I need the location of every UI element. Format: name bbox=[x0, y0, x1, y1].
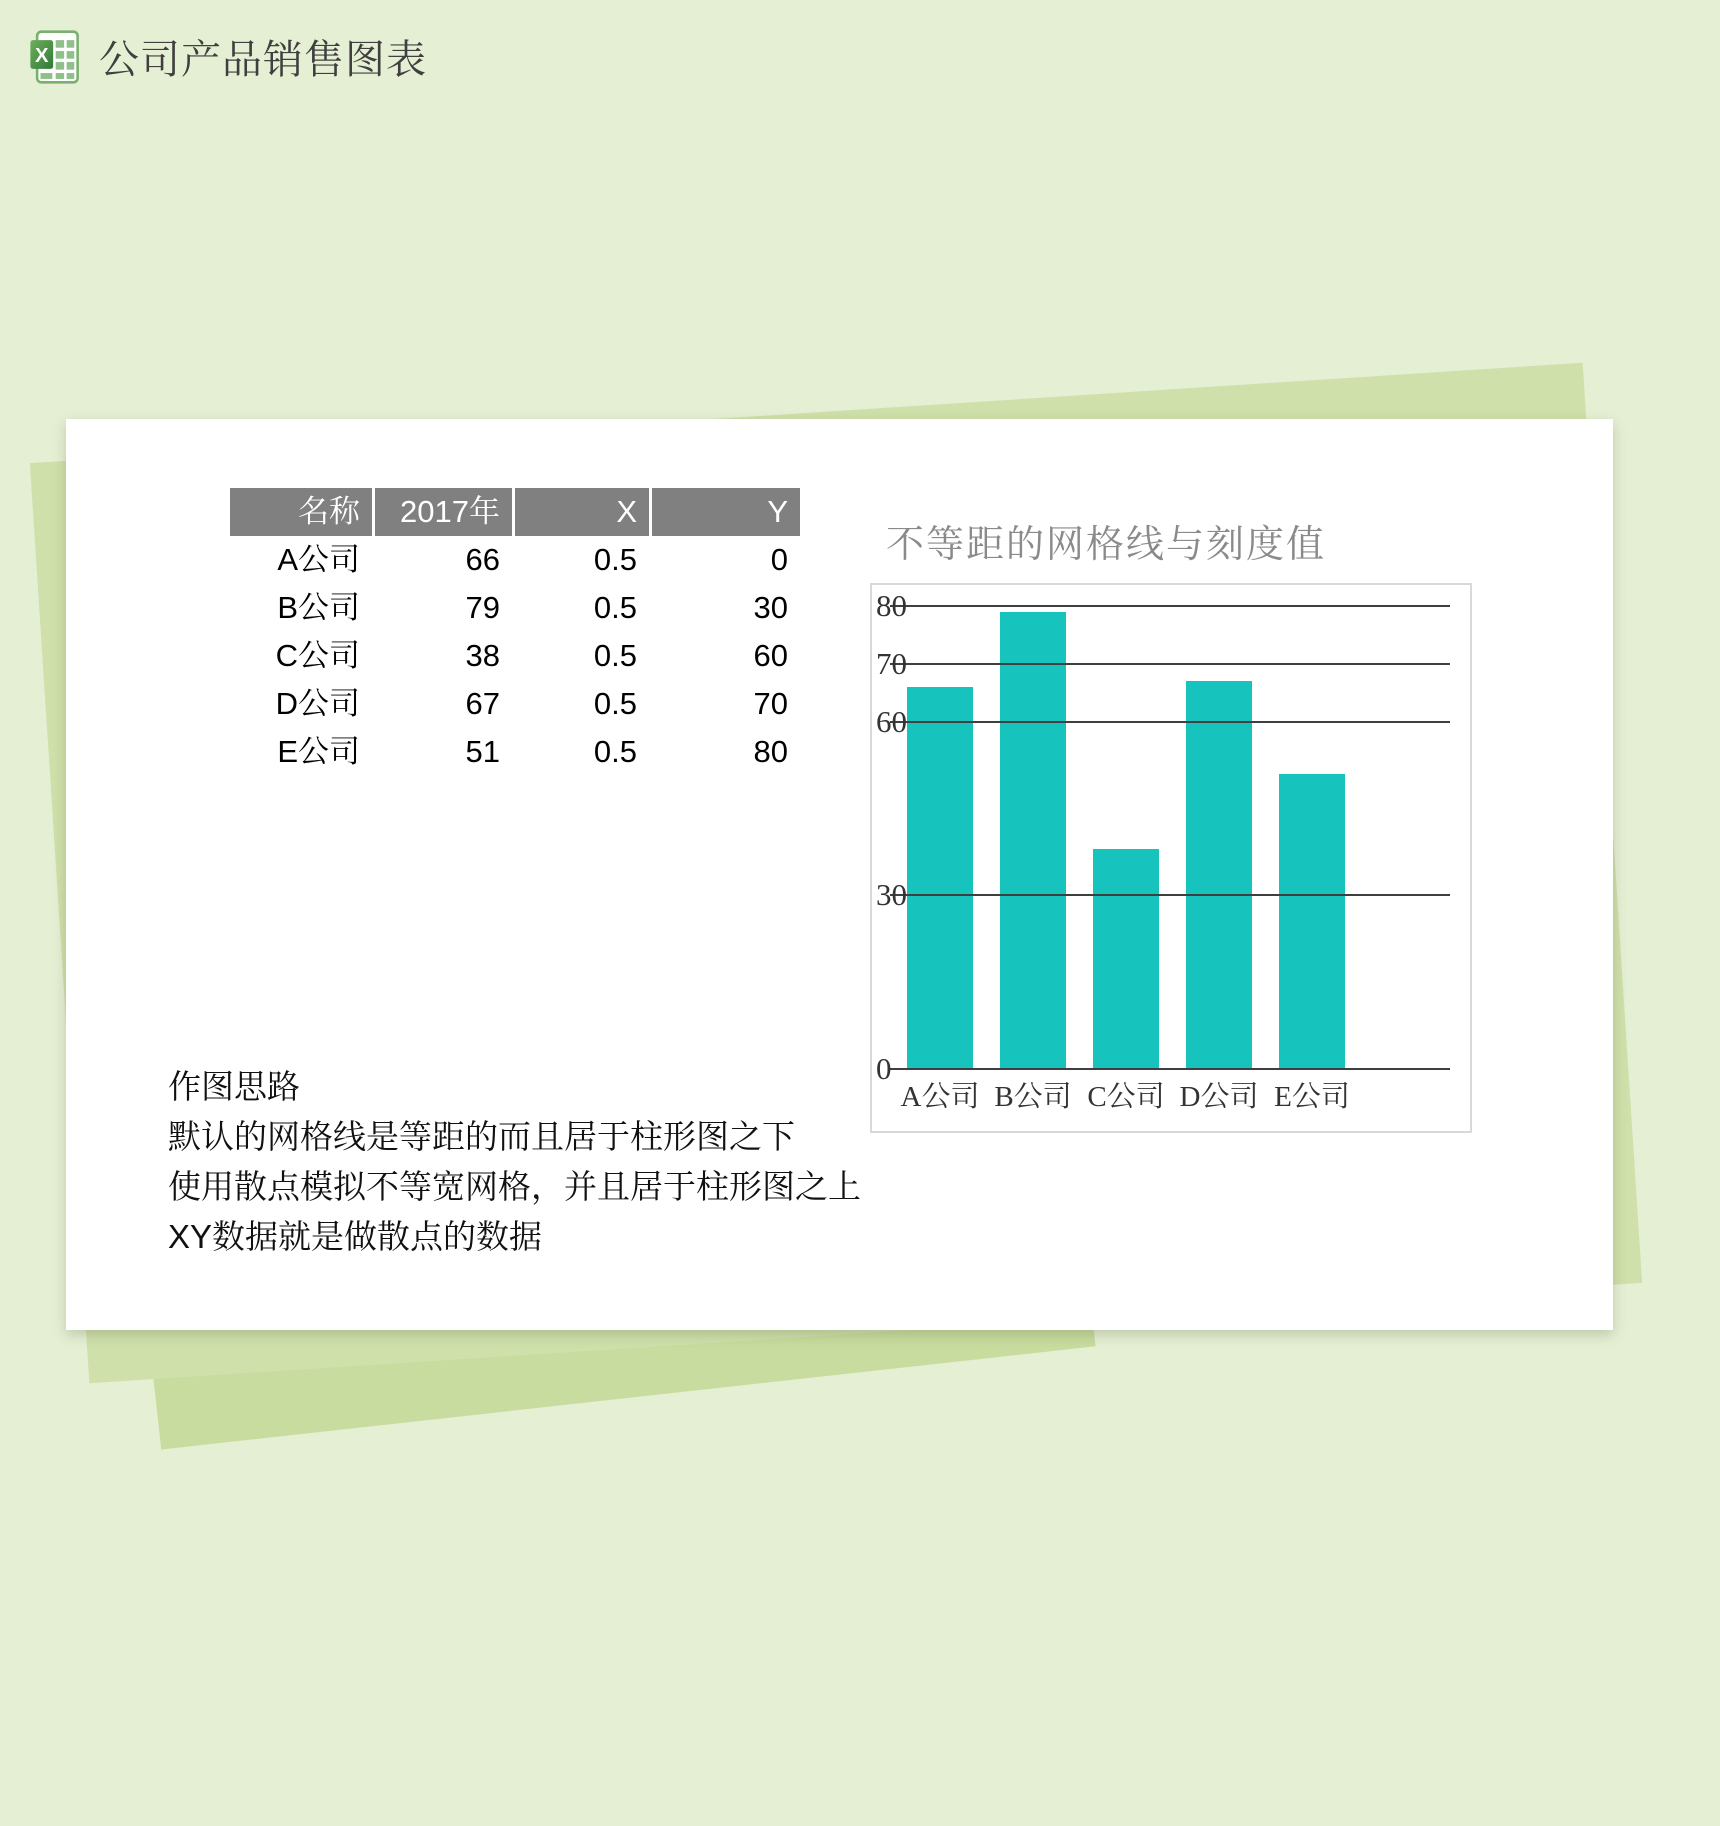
table-row bbox=[230, 536, 800, 584]
table-header-row bbox=[230, 488, 800, 536]
bar-E公司 bbox=[1279, 774, 1345, 1069]
x-axis-label-D公司: D公司 bbox=[1179, 1081, 1259, 1113]
svg-text:X: X bbox=[35, 44, 49, 67]
table-cell: D公司 bbox=[275, 686, 360, 721]
table-header-cell: X bbox=[515, 488, 649, 536]
table-cell: 0.5 bbox=[593, 542, 637, 577]
gridline-80 bbox=[890, 605, 1450, 607]
table-cell: 70 bbox=[753, 686, 788, 721]
y-axis-tick-30: 30 bbox=[876, 877, 907, 912]
note-line: XY数据就是做散点的数据 bbox=[168, 1218, 543, 1255]
excel-icon bbox=[27, 29, 81, 85]
gridline-70 bbox=[890, 663, 1450, 665]
table-cell: 38 bbox=[465, 638, 500, 673]
page-title: 公司产品销售图表 bbox=[99, 38, 427, 82]
table-row bbox=[230, 584, 800, 632]
chart-title: 不等距的网格线与刻度值 bbox=[886, 524, 1327, 566]
table-cell: 0.5 bbox=[593, 590, 637, 625]
table-cell: 80 bbox=[753, 734, 788, 769]
table-cell: 67 bbox=[465, 686, 500, 721]
bar-chart bbox=[870, 583, 1472, 1133]
table-cell: 0 bbox=[770, 542, 788, 577]
notes-block bbox=[168, 1062, 861, 1262]
note-line: 使用散点模拟不等宽网格，并且居于柱形图之上 bbox=[168, 1168, 861, 1205]
y-axis-tick-70: 70 bbox=[876, 646, 907, 681]
table-cell: C公司 bbox=[275, 638, 360, 673]
table-cell: 51 bbox=[465, 734, 500, 769]
table-cell: 0.5 bbox=[593, 638, 637, 673]
table-body bbox=[230, 536, 800, 776]
table-cell: 66 bbox=[465, 542, 500, 577]
x-axis-label-A公司: A公司 bbox=[900, 1081, 980, 1113]
table-row bbox=[230, 632, 800, 680]
table-header-cell: 2017年 bbox=[375, 488, 512, 536]
y-axis-tick-80: 80 bbox=[876, 588, 907, 623]
table-row bbox=[230, 680, 800, 728]
table-cell: 0.5 bbox=[593, 734, 637, 769]
bar-C公司 bbox=[1093, 849, 1159, 1069]
gridline-60 bbox=[890, 721, 1450, 723]
table-row bbox=[230, 728, 800, 776]
note-line: 默认的网格线是等距的而且居于柱形图之下 bbox=[168, 1118, 795, 1155]
x-axis-label-C公司: C公司 bbox=[1087, 1081, 1165, 1113]
table-cell: A公司 bbox=[277, 542, 360, 577]
table-cell: B公司 bbox=[277, 590, 360, 625]
table-header-cell: Y bbox=[652, 488, 800, 536]
table-header-cell: 名称 bbox=[230, 488, 372, 536]
y-axis-tick-60: 60 bbox=[876, 704, 907, 739]
table-cell: 0.5 bbox=[593, 686, 637, 721]
table-cell: 30 bbox=[753, 590, 788, 625]
table-cell: 79 bbox=[465, 590, 500, 625]
x-axis-label-E公司: E公司 bbox=[1274, 1081, 1350, 1113]
table-cell: E公司 bbox=[277, 734, 360, 769]
x-axis-label-B公司: B公司 bbox=[994, 1081, 1072, 1113]
y-axis-tick-0: 0 bbox=[876, 1051, 892, 1086]
bar-B公司 bbox=[1000, 612, 1066, 1069]
data-table bbox=[230, 488, 800, 776]
page-header bbox=[27, 28, 427, 85]
note-line: 作图思路 bbox=[168, 1068, 300, 1105]
bar-D公司 bbox=[1186, 681, 1252, 1069]
gridline-0 bbox=[890, 1068, 1450, 1070]
table-cell: 60 bbox=[753, 638, 788, 673]
gridline-30 bbox=[890, 894, 1450, 896]
